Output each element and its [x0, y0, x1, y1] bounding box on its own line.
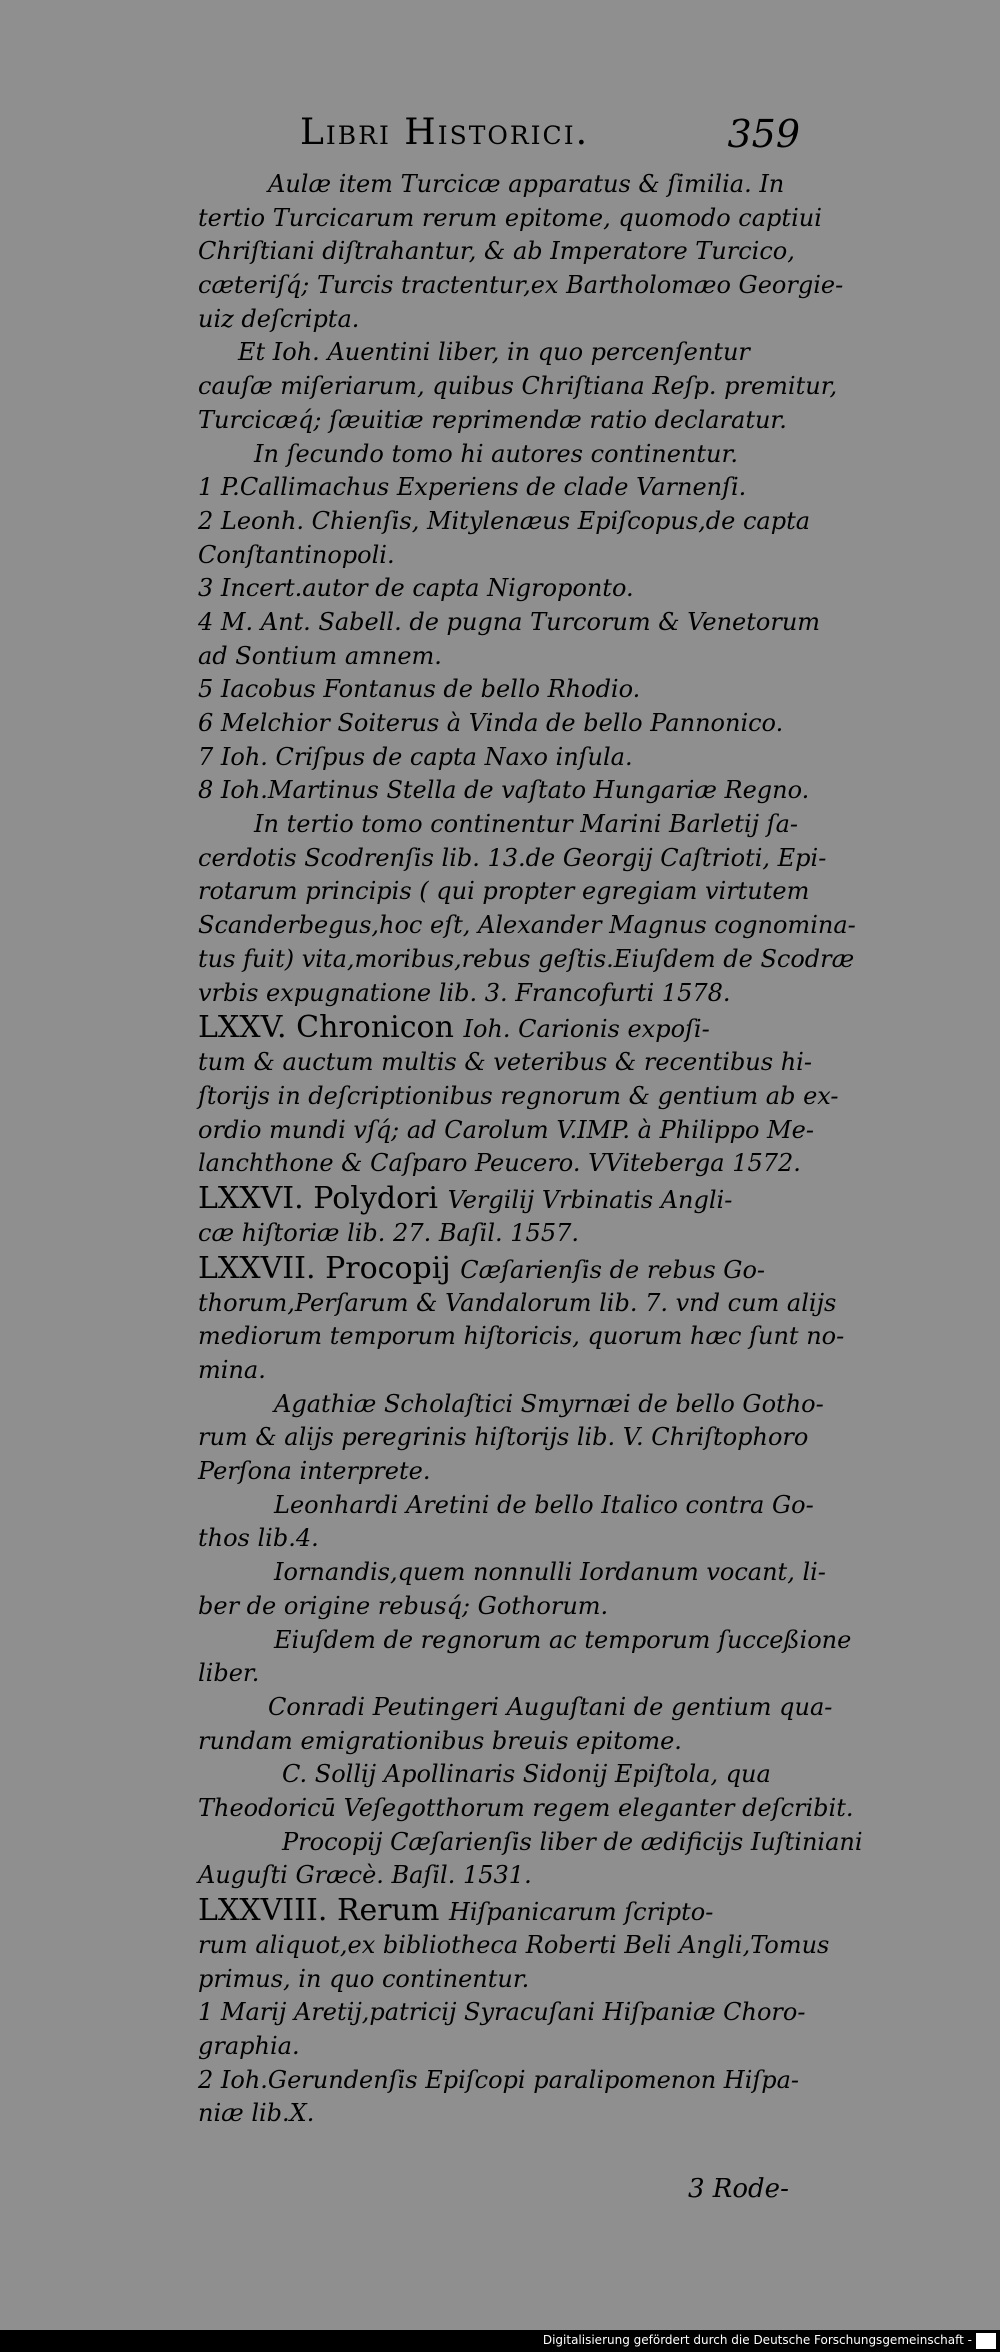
text-line: niæ lib.X. — [198, 2099, 315, 2128]
text-line: mina. — [198, 1356, 266, 1384]
text-line: rotarum principis ( qui propter egregiam virtutem — [198, 877, 810, 906]
text-line: 3 Incert.autor de capta Nigroponto. — [198, 574, 634, 603]
text-line: Perſona interprete. — [198, 1457, 431, 1486]
text-line: Procopij Cæſarienſis liber de ædificijs Iuſtiniani — [282, 1827, 863, 1856]
running-title: Libri Historici. — [300, 112, 590, 153]
page-number: 359 — [727, 112, 800, 156]
footer-credit: Digitalisierung gefördert durch die Deutsche Forschungsgemeinschaft - — [542, 2333, 972, 2347]
text-line: ber de origine rebusq́; Gothorum. — [198, 1591, 609, 1620]
entry-head: Procopij — [325, 1250, 451, 1286]
entry-text: Ioh. Carionis expoſi- — [463, 1015, 710, 1044]
text-line: 1 P.Callimachus Experiens de clade Varnenſi. — [198, 473, 747, 502]
text-line: Turcicæq́; ſæuitiæ reprimendæ ratio declaratur. — [198, 405, 787, 434]
text-line: Eiuſdem de regnorum ac temporum ſucceßione — [274, 1625, 852, 1654]
text-line: rum aliquot,ex bibliotheca Roberti Beli Angli,Tomus — [198, 1931, 830, 1959]
text-line: cauſæ miſeriarum, quibus Chriſtiana Reſp. premitur, — [198, 372, 838, 401]
entry-lxxvi — [198, 1181, 798, 1217]
text-line: primus, in quo continentur. — [198, 1964, 530, 1993]
catchword: 3 Rode- — [688, 2174, 789, 2204]
running-header — [300, 112, 800, 162]
text-line: C. Sollij Apollinaris Sidonij Epiſtola, qua — [282, 1760, 771, 1789]
text-line: graphia. — [198, 2032, 300, 2061]
text-line: Scanderbegus,hoc eſt, Alexander Magnus cognomina- — [198, 911, 856, 940]
text-line: rum & alijs peregrinis hiſtorijs lib. V. Chriſtophoro — [198, 1423, 809, 1452]
text-line: 6 Melchior Soiterus à Vinda de bello Pannonico. — [198, 709, 784, 737]
text-line: Aulæ item Turcicæ apparatus & ſimilia. In — [268, 170, 785, 198]
digitization-footer — [0, 2330, 1000, 2352]
text-line: In ſecundo tomo hi autores continentur. — [254, 439, 738, 468]
text-line: liber. — [198, 1659, 260, 1688]
entry-head: Polydori — [313, 1180, 439, 1216]
text-line: 2 Ioh.Gerundenſis Epiſcopi paralipomenon Hiſpa- — [198, 2065, 800, 2094]
entry-number: LXXVI. — [198, 1180, 304, 1216]
dfg-logo — [976, 2333, 996, 2349]
text-line: Auguſti Græcè. Baſil. 1531. — [198, 1861, 532, 1890]
text-line: Conradi Peutingeri Auguſtani de gentium qua- — [268, 1692, 833, 1721]
text-line: uiz deſcripta. — [198, 304, 360, 333]
text-block — [198, 168, 863, 2131]
text-line: ordio mundi vſq́; ad Carolum V.IMP. à Philippo Me- — [198, 1115, 814, 1144]
text-line: In tertio tomo continentur Marini Barletij ſa- — [254, 810, 798, 839]
text-line: rundam emigrationibus breuis epitome. — [198, 1726, 682, 1755]
text-line: mediorum temporum hiſtoricis, quorum hæc ſunt no- — [198, 1322, 845, 1351]
text-line: Iornandis,quem nonnulli Iordanum vocant, li- — [274, 1558, 826, 1587]
entry-text: Vergilij Vrbinatis Angli- — [447, 1185, 733, 1214]
entry-lxxviii — [198, 1893, 798, 1929]
text-line: Agathiæ Scholaſtici Smyrnæi de bello Gotho- — [274, 1389, 824, 1418]
entry-number: LXXVIII. — [198, 1893, 328, 1928]
text-line: tus fuit) vita,moribus,rebus geſtis.Eiuſdem de Scodræ — [198, 944, 855, 973]
text-line: Conſtantinopoli. — [198, 540, 395, 569]
text-line: cæ hiſtoriæ lib. 27. Baſil. 1557. — [198, 1218, 579, 1247]
text-line: ſtorijs in deſcriptionibus regnorum & gentium ab ex- — [198, 1081, 839, 1110]
entry-number: LXXV. — [198, 1010, 287, 1046]
entry-head: Rerum — [336, 1893, 440, 1928]
text-line: tum & auctum multis & veteribus & recentibus hi- — [198, 1048, 812, 1077]
text-line: Theodoricū Veſegotthorum regem eleganter deſcribit. — [198, 1793, 854, 1822]
text-line: ad Sontium amnem. — [198, 641, 442, 670]
text-line: 5 Iacobus Fontanus de bello Rhodio. — [198, 675, 641, 704]
text-line: cerdotis Scodrenſis lib. 13.de Georgij Caſtrioti, Epi- — [198, 843, 827, 872]
text-line: cæteriſq́; Turcis tractentur,ex Bartholomæo Georgie- — [198, 271, 844, 300]
text-line: thos lib.4. — [198, 1524, 319, 1553]
text-line: Chriſtiani diſtrahantur, & ab Imperatore Turcico, — [198, 237, 795, 266]
text-line: Leonhardi Aretini de bello Italico contra Go- — [274, 1490, 814, 1519]
text-line: 8 Ioh.Martinus Stella de vaſtato Hungariæ Regno. — [198, 776, 810, 805]
entry-lxxv — [198, 1010, 798, 1046]
entry-head: Chronicon — [296, 1010, 454, 1046]
text-line: thorum,Perſarum & Vandalorum lib. 7. vnd cum alijs — [198, 1288, 837, 1317]
text-line: vrbis expugnatione lib. 3. Francofurti 1578. — [198, 978, 731, 1007]
entry-text: Cæſarienſis de rebus Go- — [460, 1255, 765, 1284]
entry-number: LXXVII. — [198, 1250, 316, 1286]
text-line: tertio Turcicarum rerum epitome, quomodo captiui — [198, 203, 822, 232]
text-line: 2 Leonh. Chienſis, Mitylenæus Epiſcopus,de capta — [198, 506, 811, 535]
text-line: 1 Marij Aretij,patricij Syracuſani Hiſpaniæ Choro- — [198, 1998, 806, 2027]
text-line: 7 Ioh. Criſpus de capta Naxo inſula. — [198, 742, 633, 771]
entry-lxxvii — [198, 1251, 798, 1287]
text-line: lanchthone & Caſparo Peucero. VViteberga 1572. — [198, 1149, 801, 1178]
text-line: Et Ioh. Auentini liber, in quo percenſentur — [238, 338, 750, 367]
text-line: 4 M. Ant. Sabell. de pugna Turcorum & Venetorum — [198, 607, 821, 636]
entry-text: Hiſpanicarum ſcripto- — [448, 1898, 714, 1926]
